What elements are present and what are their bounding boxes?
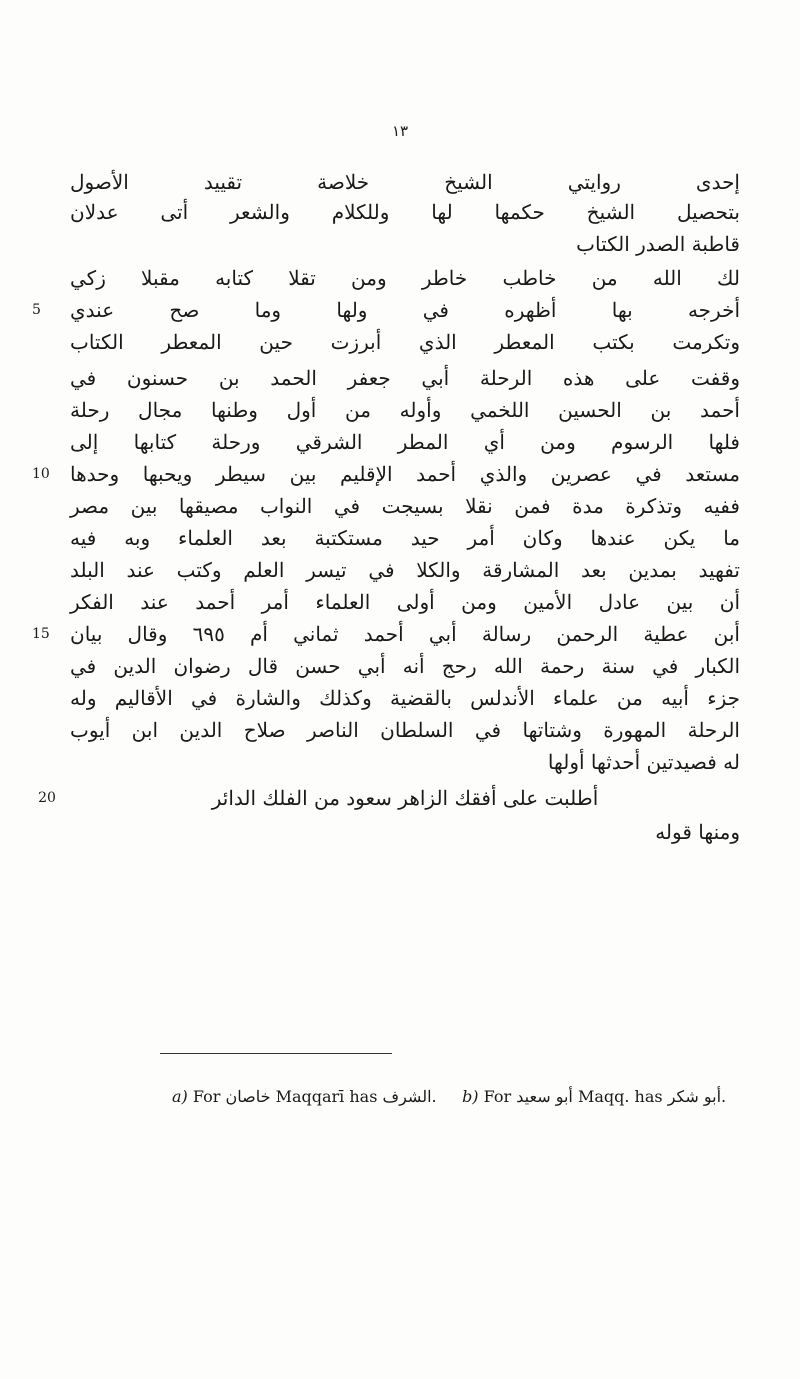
footnote-a-text-1: For — [192, 1087, 221, 1106]
text-line-content: الرحلة المهورة وشتاتها في السلطان الناصر صلاح الدين ابن أيوب — [70, 718, 740, 742]
text-line — [70, 818, 740, 846]
page-number: ١٣ — [391, 122, 409, 140]
text-line — [70, 198, 740, 226]
text-line-content: جزء أبيه من علماء الأندلس بالقضية وكذلك والشارة في الأقاليم وله — [70, 686, 740, 710]
line-number: 10 — [32, 466, 50, 482]
text-line — [32, 620, 740, 648]
footnote-b-label: b) — [462, 1087, 479, 1106]
text-line — [38, 784, 740, 812]
text-line — [32, 296, 740, 324]
text-line — [70, 492, 740, 520]
text-line-content: ففيه وتذكرة مدة فمن نقلا بسيجت في النواب مصيقها بين مصر — [70, 494, 740, 518]
text-line — [70, 230, 740, 258]
text-line-content: أحمد بن الحسين اللخمي وأوله من أول وطنها مجال رحلة — [70, 398, 740, 422]
footnote-a-arabic-2: الشرف — [382, 1087, 432, 1106]
text-line-content: الكبار في سنة رحمة الله رحج أنه أبي حسن قال رضوان الدين في — [70, 654, 740, 678]
text-line — [70, 396, 740, 424]
text-line-content: وتكرمت بكتب المعطر الذي أبرزت حين المعطر الكتاب — [70, 330, 740, 354]
footnote-b-end: . — [721, 1087, 727, 1106]
text-line-content: أبن عطية الرحمن رسالة أبي أحمد ثماني أم ٦٩٥ وقال بيان — [70, 622, 740, 646]
footnote-a — [172, 1080, 772, 1114]
footnote-b-arabic-1: أبو سعيد — [516, 1087, 573, 1106]
text-line — [70, 168, 740, 196]
footnote-a-text-2: Maqqarī has — [275, 1087, 378, 1106]
text-line — [70, 716, 740, 744]
footnote-separator — [160, 1053, 392, 1054]
text-line — [70, 364, 740, 392]
footnote-a-end: . — [431, 1087, 437, 1106]
text-line — [70, 264, 740, 292]
text-line-content: أخرجه بها أظهره في ولها وما صح عندي — [70, 298, 740, 322]
text-line — [70, 524, 740, 552]
text-line-content: قاطبة الصدر الكتاب — [576, 232, 740, 256]
text-line — [70, 652, 740, 680]
footnote-b-arabic-2: أبو شكر — [667, 1087, 722, 1106]
text-line — [70, 556, 740, 584]
text-line-content: لك الله من خاطب خاطر ومن تقلا كتابه مقبلا زكي — [70, 266, 740, 290]
text-line-content: إحدى روايتي الشيخ خلاصة تقييد الأصول — [70, 170, 740, 194]
text-line — [70, 588, 740, 616]
text-line — [32, 460, 740, 488]
footnote-a-arabic-1: خاصان — [225, 1087, 271, 1106]
text-line-content: بتحصيل الشيخ حكمها لها وللكلام والشعر أتى عدلان — [70, 200, 740, 224]
line-number: 15 — [32, 626, 50, 642]
text-line-content: له فصيدتين أحدثها أولها — [547, 750, 740, 774]
text-line — [70, 748, 740, 776]
text-line — [70, 328, 740, 356]
text-line-content: تفهيد بمدين بعد المشارقة والكلا في تيسر العلم وكتب عند البلد — [70, 558, 740, 582]
text-line-content: مستعد في عصرين والذي أحمد الإقليم بين سيطر ويحبها وحدها — [70, 462, 740, 486]
text-line — [70, 684, 740, 712]
footnote-b-text-1: For — [483, 1087, 512, 1106]
text-line-content: أن بين عادل الأمين ومن أولى العلماء أمر أحمد عند الفكر — [70, 590, 740, 614]
text-line-content: ومنها قوله — [655, 820, 740, 844]
text-line-content: أطلبت على أفقك الزاهر سعود من الفلك الدائر — [211, 786, 599, 810]
line-number: 20 — [38, 790, 56, 806]
footnote-b-text-2: Maqq. has — [577, 1087, 663, 1106]
text-line-content: فلها الرسوم ومن أي المطر الشرقي ورحلة كتابها إلى — [70, 430, 740, 454]
line-number: 5 — [32, 302, 41, 318]
footnote-a-label: a) — [172, 1087, 188, 1106]
text-line-content: وقفت على هذه الرحلة أبي جعفر الحمد بن حسنون في — [70, 366, 740, 390]
text-line — [70, 428, 740, 456]
text-line-content: ما يكن عندها وكان أمر حيد مستكتبة بعد العلماء وبه فيه — [70, 526, 740, 550]
footnotes — [172, 1080, 772, 1114]
